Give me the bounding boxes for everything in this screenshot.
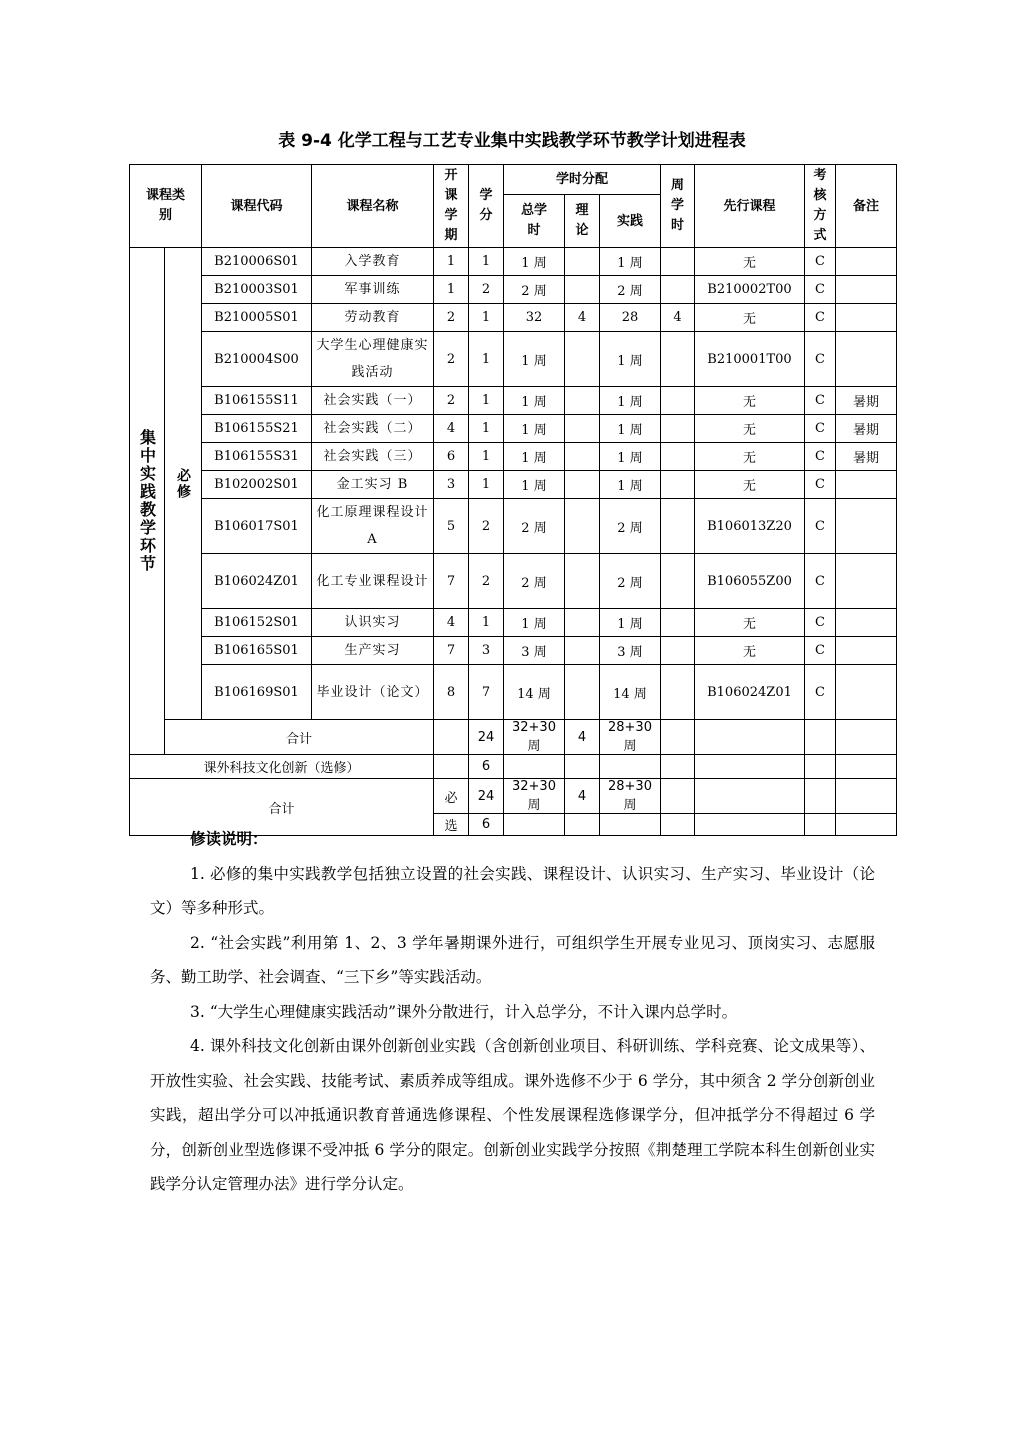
subtotal-practice: 28+30 周 [600, 720, 661, 755]
row-semester: 2 [434, 304, 469, 332]
row-remark [836, 554, 897, 609]
row-code: B210004S00 [202, 332, 312, 387]
row-assess: C [805, 609, 836, 637]
row-semester: 5 [434, 499, 469, 554]
row-name: 社会实践（三） [312, 443, 434, 471]
row-semester: 7 [434, 554, 469, 609]
header-code: 课程代码 [202, 165, 312, 248]
row-code: B210006S01 [202, 248, 312, 276]
grand-total-label: 合计 [130, 779, 434, 836]
row-code: B106152S01 [202, 609, 312, 637]
table-row [130, 248, 897, 276]
row-name: 社会实践（一） [312, 387, 434, 415]
row-assess: C [805, 499, 836, 554]
elective-row [130, 755, 897, 779]
row-remark [836, 276, 897, 304]
row-code: B106017S01 [202, 499, 312, 554]
row-weekly [661, 471, 695, 499]
row-prereq: 无 [695, 304, 805, 332]
row-practice: 2 周 [600, 499, 661, 554]
table-title: 表 9-4 化学工程与工艺专业集中实践教学环节教学计划进程表 [278, 131, 746, 151]
row-credits: 2 [469, 276, 504, 304]
row-theory [565, 415, 600, 443]
row-remark: 暑期 [836, 415, 897, 443]
row-credits: 2 [469, 554, 504, 609]
row-code: B210005S01 [202, 304, 312, 332]
subtotal-semester [434, 720, 469, 755]
row-total: 2 周 [504, 499, 565, 554]
elective-label: 课外科技文化创新（选修） [130, 755, 434, 779]
grand-total-required-credits: 24 [469, 779, 504, 814]
header-semester: 开课学期 [434, 165, 469, 248]
table-row [130, 499, 897, 554]
header-category: 课程类别 [130, 165, 202, 248]
notes-heading: 修读说明： [190, 830, 268, 848]
subtotal-total: 32+30 周 [504, 720, 565, 755]
grand-total-required-total: 32+30 周 [504, 779, 565, 814]
row-name: 生产实习 [312, 637, 434, 665]
row-assess: C [805, 332, 836, 387]
row-prereq: 无 [695, 609, 805, 637]
row-semester: 4 [434, 609, 469, 637]
row-assess: C [805, 443, 836, 471]
row-name: 化工原理课程设计 A [312, 499, 434, 554]
row-name: 大学生心理健康实践活动 [312, 332, 434, 387]
row-credits: 1 [469, 443, 504, 471]
subtotal-remark [836, 720, 897, 755]
elective-semester [434, 755, 469, 779]
row-semester: 2 [434, 332, 469, 387]
row-practice: 1 周 [600, 248, 661, 276]
table-row [130, 276, 897, 304]
row-remark [836, 499, 897, 554]
row-name: 劳动教育 [312, 304, 434, 332]
grand-total-required-label: 必 [434, 779, 469, 814]
row-assess: C [805, 415, 836, 443]
row-practice: 14 周 [600, 665, 661, 720]
subtotal-credits: 24 [469, 720, 504, 755]
grand-total-row-required [130, 779, 897, 814]
row-weekly [661, 665, 695, 720]
row-semester: 6 [434, 443, 469, 471]
table-row [130, 609, 897, 637]
category-sub: 必修 [165, 248, 202, 720]
row-total: 1 周 [504, 471, 565, 499]
subtotal-row [130, 720, 897, 755]
row-total: 2 周 [504, 276, 565, 304]
row-credits: 2 [469, 499, 504, 554]
row-semester: 2 [434, 387, 469, 415]
subtotal-assess [805, 720, 836, 755]
row-code: B106155S31 [202, 443, 312, 471]
teaching-plan-table [129, 164, 897, 836]
grand-total-required-theory: 4 [565, 779, 600, 814]
row-total: 14 周 [504, 665, 565, 720]
row-prereq: 无 [695, 443, 805, 471]
table-body [130, 248, 897, 836]
row-theory [565, 276, 600, 304]
row-practice: 3 周 [600, 637, 661, 665]
table-row [130, 554, 897, 609]
table-row [130, 415, 897, 443]
table-row [130, 332, 897, 387]
row-credits: 1 [469, 332, 504, 387]
row-total: 1 周 [504, 248, 565, 276]
row-weekly [661, 332, 695, 387]
subtotal-weekly [661, 720, 695, 755]
row-practice: 28 [600, 304, 661, 332]
row-assess: C [805, 554, 836, 609]
row-name: 认识实习 [312, 609, 434, 637]
row-total: 1 周 [504, 387, 565, 415]
header-theory: 理论 [565, 195, 600, 248]
row-theory [565, 387, 600, 415]
row-credits: 1 [469, 609, 504, 637]
study-notes [150, 822, 875, 1202]
row-semester: 1 [434, 248, 469, 276]
row-prereq: 无 [695, 415, 805, 443]
header-prerequisite: 先行课程 [695, 165, 805, 248]
row-prereq: B210001T00 [695, 332, 805, 387]
row-weekly [661, 248, 695, 276]
row-code: B106155S21 [202, 415, 312, 443]
grand-total-elective-credits: 6 [469, 814, 504, 836]
row-weekly [661, 609, 695, 637]
row-total: 1 周 [504, 609, 565, 637]
row-code: B106165S01 [202, 637, 312, 665]
row-name: 军事训练 [312, 276, 434, 304]
row-prereq: 无 [695, 387, 805, 415]
row-credits: 1 [469, 248, 504, 276]
row-remark [836, 471, 897, 499]
row-credits: 3 [469, 637, 504, 665]
row-weekly [661, 554, 695, 609]
note-item: 2. “社会实践”利用第 1、2、3 学年暑期课外进行，可组织学生开展专业见习、顶岗实习、志愿服务、勤工助学、社会调查、“三下乡”等实践活动。 [150, 933, 875, 986]
grand-total-elective-label: 选 [434, 814, 469, 836]
row-code: B102002S01 [202, 471, 312, 499]
table-row [130, 665, 897, 720]
row-remark [836, 304, 897, 332]
row-code: B106155S11 [202, 387, 312, 415]
note-item: 4. 课外科技文化创新由课外创新创业实践（含创新创业项目、科研训练、学科竞赛、论文成果等）、开放性实验、社会实践、技能考试、素质养成等组成。课外选修不少于 6 学分，其中须含 2 学分创新创业实践，超出学分可以冲抵通识教育普通选修课程、个性发展课程选修课学分，但冲抵学分不得超过 6 学分，创新创业型选修课不受冲抵 6 学分的限定。创新创业实践学分按照《荆楚理工学院本科生创新创业实践学分认定管理办法》进行学分认定。 [150, 1037, 875, 1193]
row-remark [836, 665, 897, 720]
header-credits: 学分 [469, 165, 504, 248]
category-main: 集中实践教学环节 [130, 248, 165, 755]
row-theory [565, 499, 600, 554]
row-theory [565, 332, 600, 387]
row-credits: 1 [469, 387, 504, 415]
table-row [130, 443, 897, 471]
row-remark [836, 248, 897, 276]
header-practice: 实践 [600, 195, 661, 248]
row-weekly [661, 415, 695, 443]
row-assess: C [805, 387, 836, 415]
row-assess: C [805, 276, 836, 304]
row-code: B210003S01 [202, 276, 312, 304]
header-total-hours: 总学时 [504, 195, 565, 248]
row-theory [565, 637, 600, 665]
row-remark [836, 609, 897, 637]
row-practice: 1 周 [600, 443, 661, 471]
table-row [130, 637, 897, 665]
row-semester: 1 [434, 276, 469, 304]
row-remark [836, 332, 897, 387]
row-total: 1 周 [504, 332, 565, 387]
row-total: 1 周 [504, 415, 565, 443]
row-name: 社会实践（二） [312, 415, 434, 443]
row-theory [565, 665, 600, 720]
row-credits: 1 [469, 304, 504, 332]
row-credits: 1 [469, 415, 504, 443]
row-prereq: 无 [695, 471, 805, 499]
table-row [130, 471, 897, 499]
table-row [130, 304, 897, 332]
elective-credits: 6 [469, 755, 504, 779]
row-weekly [661, 387, 695, 415]
row-practice: 1 周 [600, 471, 661, 499]
row-semester: 7 [434, 637, 469, 665]
row-total: 3 周 [504, 637, 565, 665]
row-total: 1 周 [504, 443, 565, 471]
row-theory [565, 443, 600, 471]
row-assess: C [805, 665, 836, 720]
row-prereq: B106024Z01 [695, 665, 805, 720]
row-weekly [661, 499, 695, 554]
row-practice: 1 周 [600, 332, 661, 387]
row-weekly [661, 637, 695, 665]
row-theory: 4 [565, 304, 600, 332]
header-assessment: 考核方式 [805, 165, 836, 248]
row-semester: 8 [434, 665, 469, 720]
row-credits: 7 [469, 665, 504, 720]
row-prereq: B106055Z00 [695, 554, 805, 609]
header-weekly-hours: 周学时 [661, 165, 695, 248]
row-remark: 暑期 [836, 387, 897, 415]
row-remark: 暑期 [836, 443, 897, 471]
row-total: 32 [504, 304, 565, 332]
row-total: 2 周 [504, 554, 565, 609]
grand-total-required-practice: 28+30 周 [600, 779, 661, 814]
subtotal-prereq [695, 720, 805, 755]
row-prereq: 无 [695, 637, 805, 665]
row-weekly: 4 [661, 304, 695, 332]
row-assess: C [805, 248, 836, 276]
row-name: 化工专业课程设计 [312, 554, 434, 609]
row-weekly [661, 443, 695, 471]
row-theory [565, 248, 600, 276]
row-name: 金工实习 B [312, 471, 434, 499]
row-prereq: B106013Z20 [695, 499, 805, 554]
row-practice: 2 周 [600, 276, 661, 304]
row-code: B106024Z01 [202, 554, 312, 609]
row-name: 入学教育 [312, 248, 434, 276]
row-prereq: B210002T00 [695, 276, 805, 304]
row-assess: C [805, 304, 836, 332]
row-practice: 1 周 [600, 609, 661, 637]
header-name: 课程名称 [312, 165, 434, 248]
header-hours-group: 学时分配 [504, 165, 661, 195]
row-theory [565, 609, 600, 637]
row-remark [836, 637, 897, 665]
row-prereq: 无 [695, 248, 805, 276]
row-credits: 1 [469, 471, 504, 499]
row-theory [565, 471, 600, 499]
table-row [130, 387, 897, 415]
row-assess: C [805, 637, 836, 665]
row-assess: C [805, 471, 836, 499]
row-practice: 1 周 [600, 415, 661, 443]
row-practice: 2 周 [600, 554, 661, 609]
row-semester: 3 [434, 471, 469, 499]
row-theory [565, 554, 600, 609]
header-remarks: 备注 [836, 165, 897, 248]
subtotal-label: 合计 [165, 720, 434, 755]
row-name: 毕业设计（论文） [312, 665, 434, 720]
subtotal-theory: 4 [565, 720, 600, 755]
row-semester: 4 [434, 415, 469, 443]
note-item: 3. “大学生心理健康实践活动”课外分散进行，计入总学分，不计入课内总学时。 [190, 1002, 738, 1021]
row-code: B106169S01 [202, 665, 312, 720]
note-item: 1. 必修的集中实践教学包括独立设置的社会实践、课程设计、认识实习、生产实习、毕业设计（论文）等多种形式。 [150, 864, 876, 917]
row-practice: 1 周 [600, 387, 661, 415]
row-weekly [661, 276, 695, 304]
